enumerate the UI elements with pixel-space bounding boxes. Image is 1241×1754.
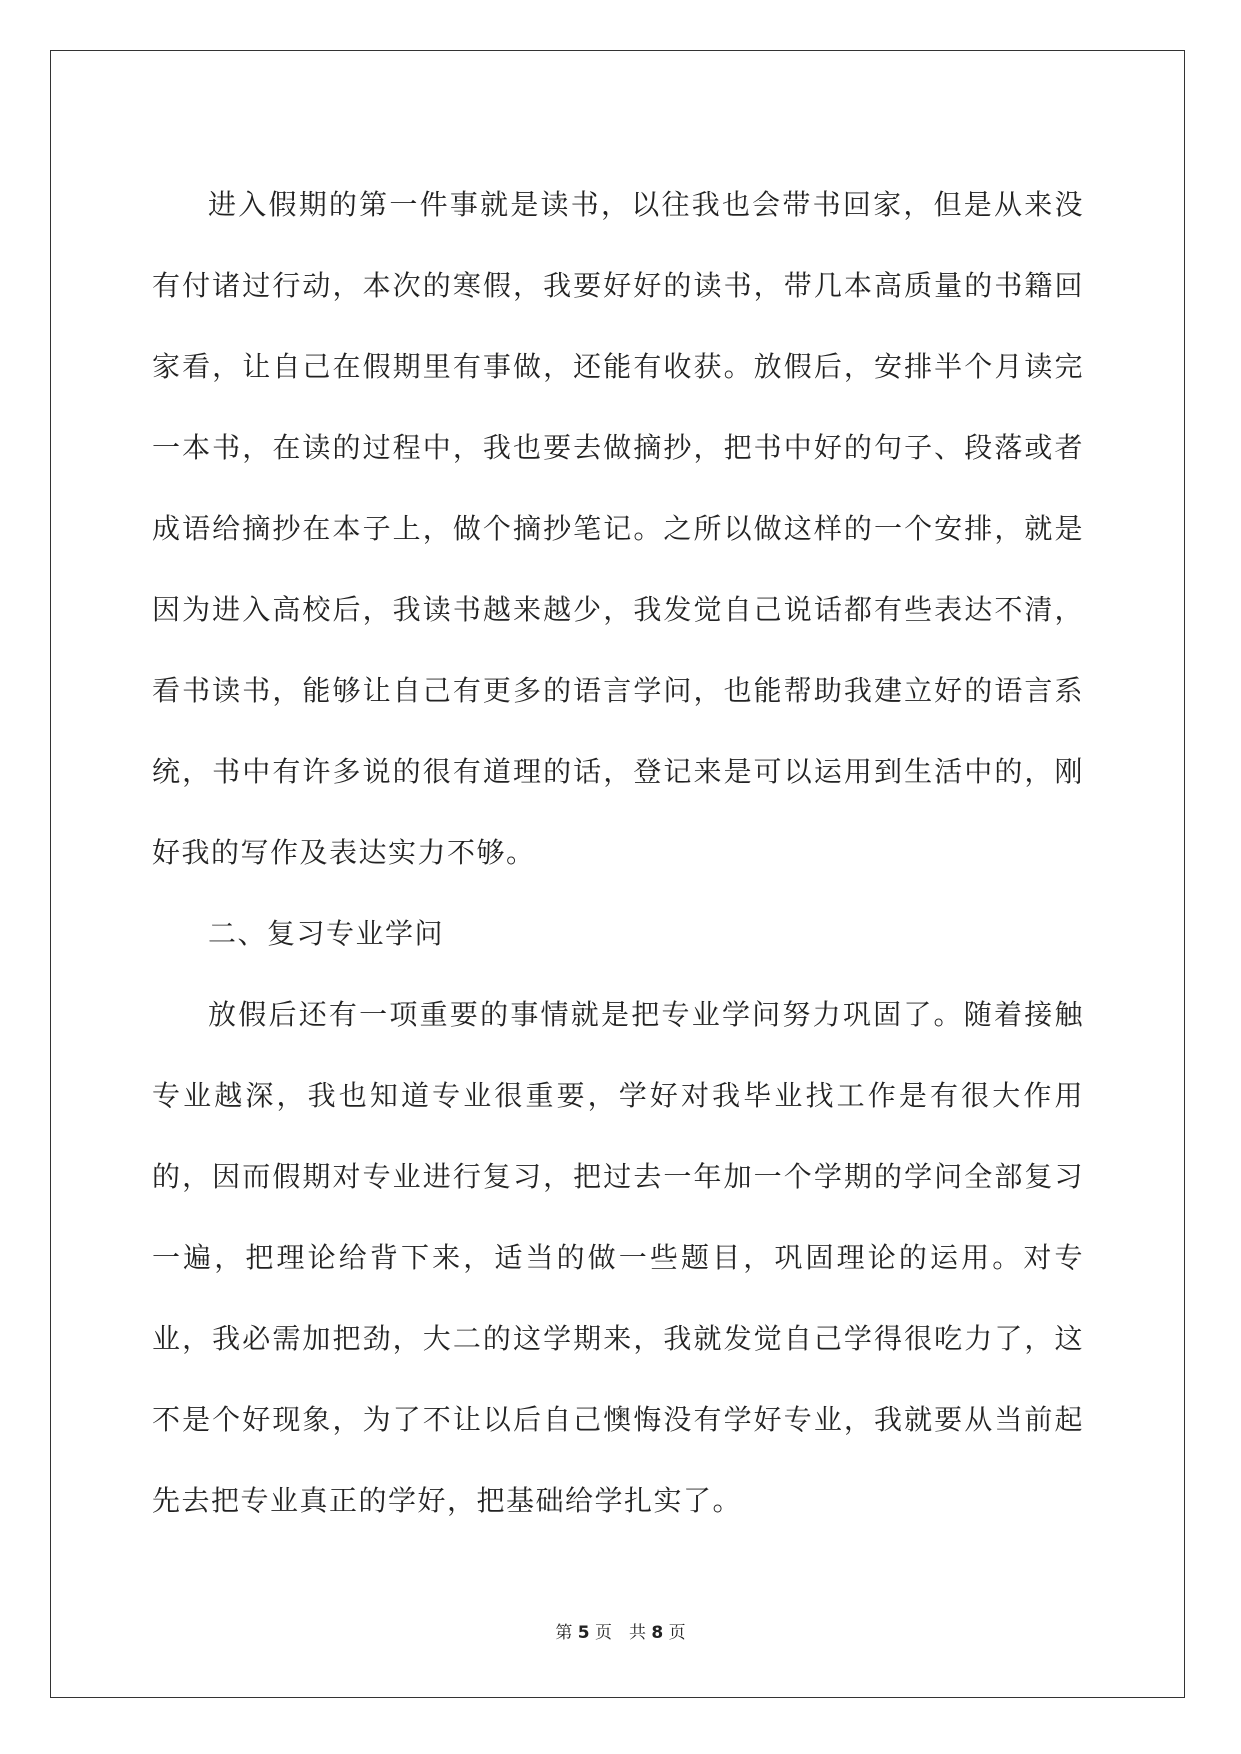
page-label-prefix: 第 [555,1623,573,1643]
paragraph-review: 放假后还有一项重要的事情就是把专业学问努力巩固了。随着接触专业越深，我也知道专业很重要，学好对我毕业找工作是有很大作用的，因而假期对专业进行复习，把过去一年加一个学期的学问全部复习一遍，把理论给背下来，适当的做一些题目，巩固理论的运用。对专业，我必需加把劲，大二的这学期来，我就发觉自己学得很吃力了，这不是个好现象，为了不让以后自己懊悔没有学好专业，我就要从当前起先去把专业真正的学好，把基础给学扎实了。 [152,998,1084,1517]
total-page-count: 8 [651,1623,664,1643]
page-label-middle: 页 共 [595,1623,646,1643]
page-footer [0,1618,1241,1643]
current-page-number: 5 [577,1623,590,1643]
section-heading-review: 二、复习专业学问 [208,917,445,950]
document-body [152,164,1084,1541]
page-label-suffix: 页 [668,1623,686,1643]
paragraph-reading: 进入假期的第一件事就是读书，以往我也会带书回家，但是从来没有付诸过行动，本次的寒假，我要好好的读书，带几本高质量的书籍回家看，让自己在假期里有事做，还能有收获。放假后，安排半个月读完一本书，在读的过程中，我也要去做摘抄，把书中好的句子、段落或者成语给摘抄在本子上，做个摘抄笔记。之所以做这样的一个安排，就是因为进入高校后，我读书越来越少，我发觉自己说话都有些表达不清，看书读书，能够让自己有更多的语言学问，也能帮助我建立好的语言系统，书中有许多说的很有道理的话，登记来是可以运用到生活中的，刚好我的写作及表达实力不够。 [152,188,1084,869]
